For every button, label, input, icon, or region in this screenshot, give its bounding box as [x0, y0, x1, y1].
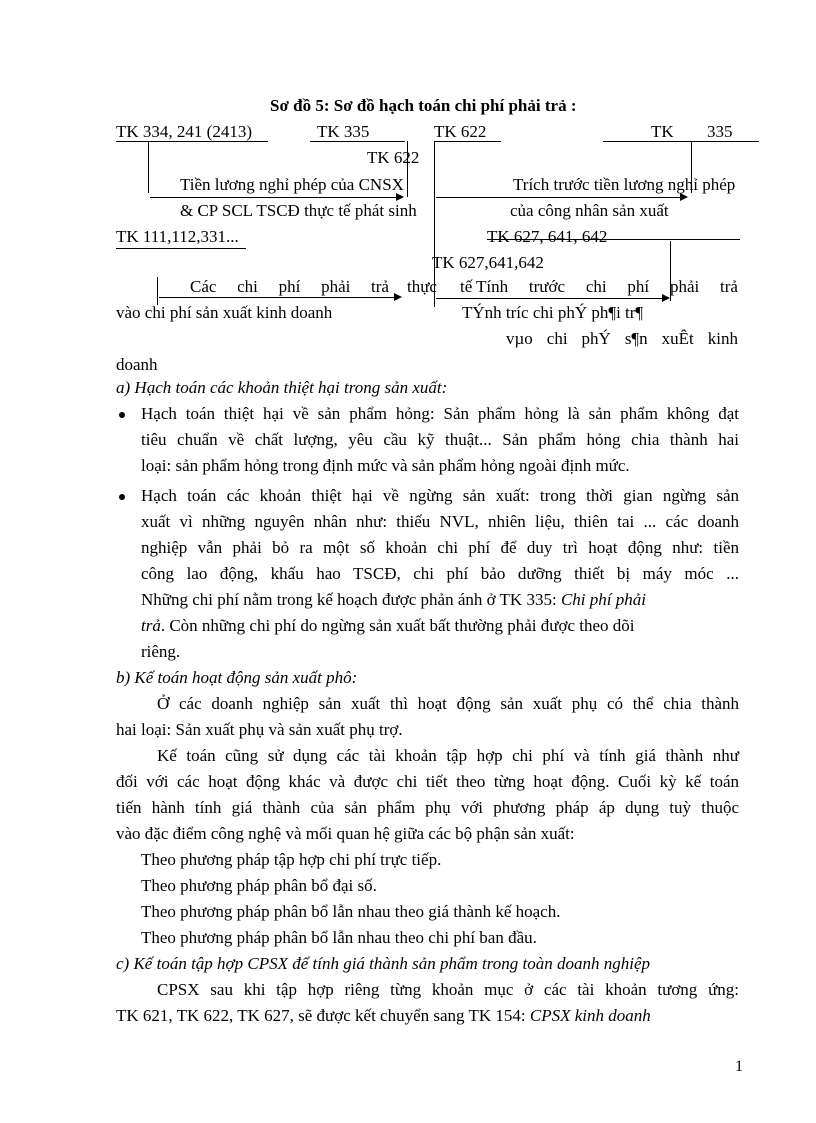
tk-334-account-line: [148, 141, 149, 193]
section-b-p1-line1: Ở các doanh nghiệp sản xuất thì hoạt động sản xuất phụ có thể chia thành: [157, 694, 739, 713]
tk-627-right-underline: [487, 239, 740, 240]
section-b-p1-line2: hai loại: Sản xuất phụ và sản xuất phụ trợ.: [116, 720, 403, 739]
section-c-heading: c) Kế toán tập hợp CPSX để tính giá thành sản phẩm trong toàn doanh nghiệp: [116, 954, 650, 973]
word: phải: [321, 277, 351, 296]
tk-111-label: TK 111,112,331...: [116, 227, 239, 246]
bullet2-line7: riêng.: [141, 642, 181, 661]
word: trả: [371, 277, 389, 296]
bullet2-line2: xuất vì những nguyên nhân như: thiếu NVL, nhiên liệu, thiên tai ... các doanh: [141, 512, 739, 531]
tk-335-left-label: TK 335: [317, 122, 370, 141]
label-right-1: Trích trước tiền lương nghỉ phép: [513, 175, 736, 194]
bullet2-line4: công lao động, khấu hao TSCĐ, chi phí bảo dưỡng thiết bị máy móc ...: [141, 564, 739, 583]
page-number: 1: [735, 1058, 743, 1075]
label-left-1: Tiền lương nghỉ phép của CNSX: [180, 175, 404, 194]
section-b-p2-line4: vào đặc điểm công nghệ và mối quan hệ giữa các bộ phận sản xuất:: [116, 824, 575, 843]
row3-line1-right: [476, 277, 738, 297]
label-right-2: của công nhân sản xuất: [510, 201, 669, 220]
word: chi: [585, 277, 607, 296]
tk-622-top-label: TK 622: [434, 122, 487, 141]
row3-line1-left: [190, 277, 389, 297]
bullet2-line6-italic: trả: [141, 616, 161, 635]
bullet2-line3: nghiệp vẫn phải bỏ ra một số khoản chi phí để duy trì hoạt động như: tiền: [141, 538, 739, 557]
diagram-title: Sơ đồ 5: Sơ đồ hạch toán chi phí phải trả :: [270, 96, 577, 115]
tk-627-right-label: TK 627, 641, 642: [487, 227, 608, 246]
section-c-line2-text: TK 621, TK 622, TK 627, sẽ được kết chuyển sang TK 154:: [116, 1006, 530, 1025]
bullet2-line5-italic: Chi phí phải: [560, 590, 646, 609]
tk-335-right-underline: [603, 141, 759, 142]
arrow-line-row3-left: [159, 297, 394, 298]
word: kinh: [707, 329, 738, 348]
bullet2-line5-text: Những chi phí nằm trong kế hoạch được phản ánh ở TK 335:: [141, 590, 561, 609]
row3-line4: doanh: [116, 355, 158, 374]
tk-622-top-underline: [434, 141, 501, 142]
tk-111-account-line: [157, 277, 158, 305]
section-c-line2-italic: CPSX kinh doanh: [529, 1006, 651, 1025]
method-item: Theo phương pháp phân bổ đại số.: [141, 876, 377, 895]
word: phí: [278, 277, 301, 296]
bullet-icon: [119, 494, 125, 500]
word: trả: [720, 277, 738, 296]
word: phí: [627, 277, 650, 296]
bullet1-line3: loại: sản phẩm hỏng trong định mức và sản phẩm hỏng ngoài định mức.: [141, 456, 630, 475]
row3-line2-left: vào chi phí sản xuất kinh doanh: [116, 303, 333, 322]
arrow-line-row3-right: [436, 298, 662, 299]
word: s¶n: [624, 329, 648, 348]
section-b-heading: b) Kế toán hoạt động sản xuất phô:: [116, 668, 358, 687]
row3-te: tế: [460, 277, 473, 296]
tk-335-right-label-a: TK: [651, 122, 674, 141]
method-item: Theo phương pháp phân bổ lẫn nhau theo chi phí ban đầu.: [141, 928, 537, 947]
label-left-2: & CP SCL TSCĐ thực tế phát sinh: [180, 201, 417, 220]
word: xuÊt: [661, 329, 694, 348]
section-a-heading: a) Hạch toán các khoản thiệt hại trong sản xuất:: [116, 378, 448, 397]
method-item: Theo phương pháp tập hợp chi phí trực tiếp.: [141, 850, 442, 869]
tk-334-label: TK 334, 241 (2413): [116, 122, 252, 141]
bullet2-line1: Hạch toán các khoản thiệt hại về ngừng sản xuất: trong thời gian ngừng sản: [141, 486, 739, 505]
section-c-line2: [116, 1003, 651, 1029]
section-b-p2-line2: đối với các hoạt động khác và được chi tiết theo từng hoạt động. Cuối kỳ kế toán: [116, 772, 739, 791]
arrow-head-row3-right: [662, 294, 670, 302]
word: vµo: [506, 329, 533, 348]
tk-627-mid-label: TK 627,641,642: [432, 253, 544, 272]
word: chi: [237, 277, 258, 296]
arrow-line-left: [150, 197, 396, 198]
bullet2-line6-text: . Còn những chi phí do ngừng sản xuất bất thường phải được theo dõi: [160, 616, 635, 635]
word: Các: [190, 277, 217, 296]
section-c-line1: CPSX sau khi tập hợp riêng từng khoản mục ở các tài khoản tương ứng:: [157, 980, 739, 999]
word: phải: [669, 277, 700, 296]
arrow-line-right: [436, 197, 680, 198]
tk-622-mid-label: TK 622: [367, 148, 420, 167]
bullet2-line6: [141, 613, 635, 639]
tk-335-left-underline: [310, 141, 405, 142]
arrow-head-row3-left: [394, 293, 402, 301]
row3-thuc: thực: [407, 277, 437, 296]
row3-line3-right: [506, 329, 738, 349]
tk-335-right-label-b: 335: [707, 122, 733, 141]
bullet1-line2: tiêu chuẩn về chất lượng, yêu cầu kỹ thuật... Sản phẩm hỏng chia thành hai: [141, 430, 739, 449]
word: chi: [546, 329, 568, 348]
bullet2-line5: [141, 587, 646, 613]
word: phÝ: [581, 329, 611, 348]
bullet-icon: [119, 412, 125, 418]
word: Tính: [476, 277, 509, 296]
section-b-p2-line3: tiến hành tính giá thành của sản phẩm phụ với phương pháp áp dụng tuỳ thuộc: [116, 798, 739, 817]
tk-334-underline: [116, 141, 268, 142]
method-item: Theo phương pháp phân bổ lẫn nhau theo giá thành kế hoạch.: [141, 902, 561, 921]
bullet1-line1: Hạch toán thiệt hại về sản phẩm hỏng: Sản phẩm hỏng là sản phẩm không đạt: [141, 404, 739, 423]
word: trước: [528, 277, 566, 296]
row3-line2-right: TÝnh tríc chi phÝ ph¶i tr¶: [462, 303, 644, 322]
tk-111-underline: [116, 248, 246, 249]
section-b-p2-line1: Kế toán cũng sử dụng các tài khoản tập hợp chi phí và tính giá thành như: [157, 746, 739, 765]
